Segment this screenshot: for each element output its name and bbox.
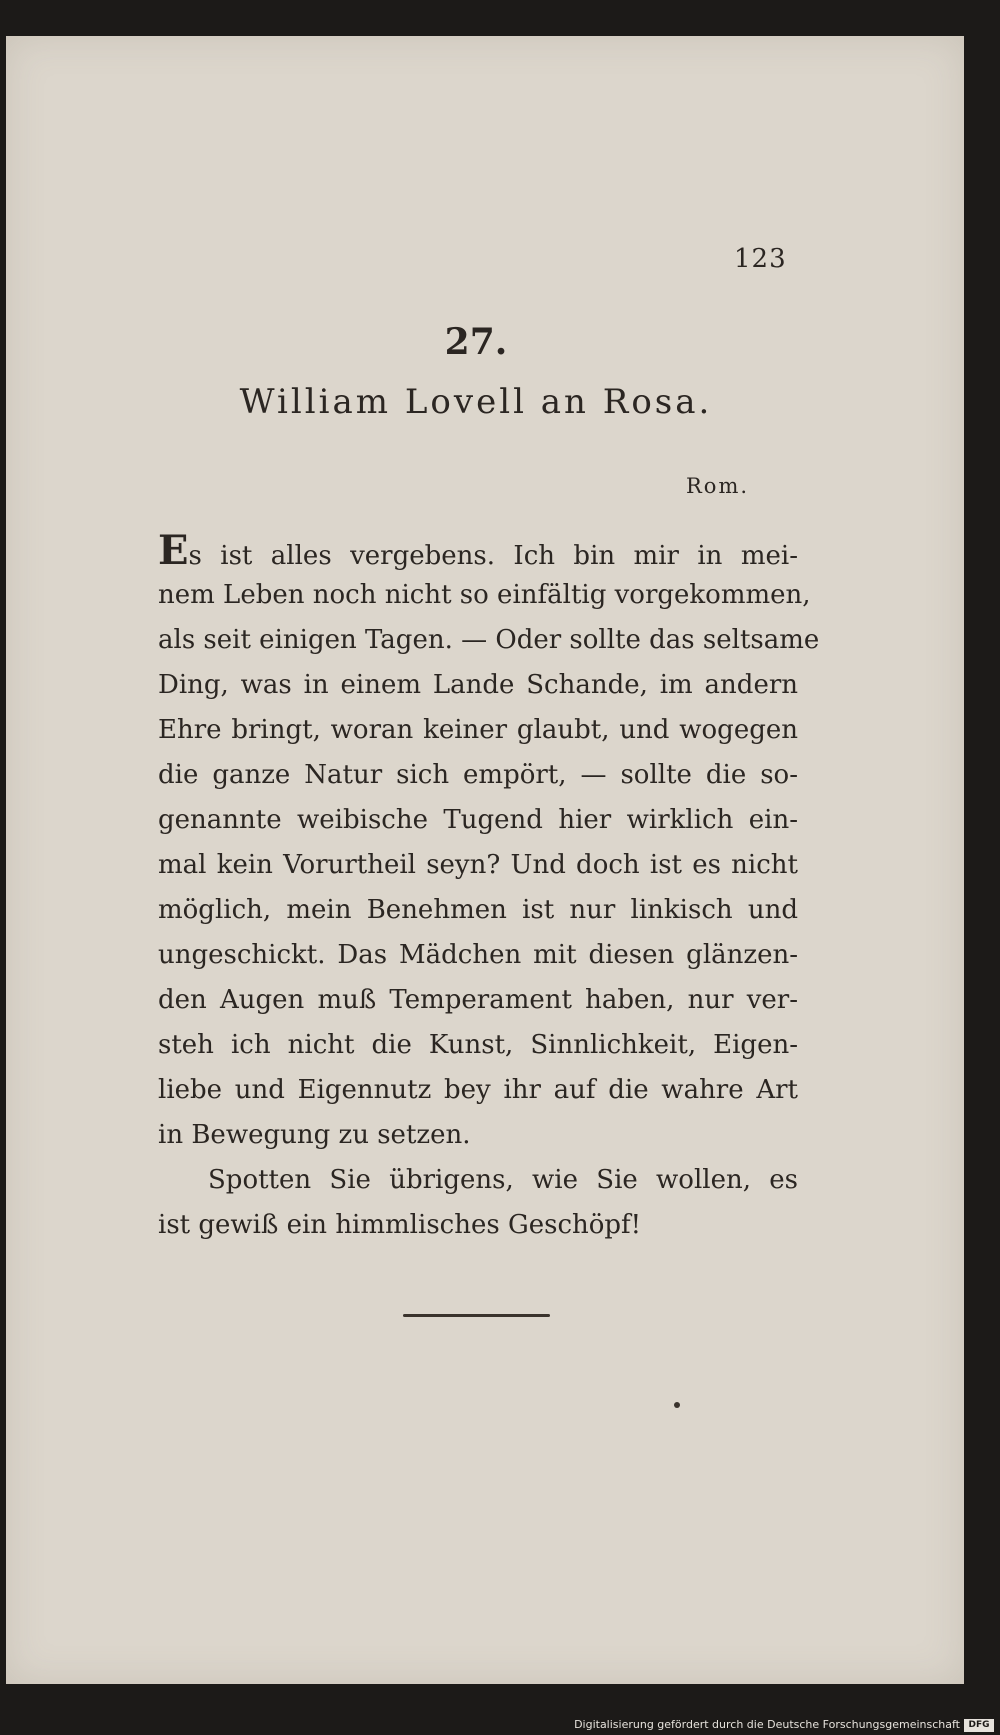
chapter-title: William Lovell an Rosa.	[239, 382, 713, 422]
closing-line: Spotten Sie übrigens, wie Sie wollen, es	[208, 1165, 798, 1195]
body-line: nem Leben noch nicht so einfältig vorgekommen,	[158, 580, 811, 610]
digitization-credit: Digitalisierung gefördert durch die Deutsche Forschungsgemeinschaft	[574, 1718, 960, 1731]
body-line: Ehre bringt, woran keiner glaubt, und wogegen	[158, 715, 798, 745]
body-line: liebe und Eigennutz bey ihr auf die wahre Art	[158, 1075, 798, 1105]
closing-line: ist gewiß ein himmlisches Geschöpf!	[158, 1210, 642, 1240]
body-line: Es ist alles vergebens. Ich bin mir in mei-	[158, 527, 798, 574]
drop-cap: E	[158, 527, 189, 574]
book-page	[6, 36, 964, 1684]
page-number: 123	[734, 244, 787, 274]
body-line: den Augen muß Temperament haben, nur ver-	[158, 985, 798, 1015]
section-divider	[403, 1314, 550, 1317]
body-line: ungeschickt. Das Mädchen mit diesen glänzen-	[158, 940, 798, 970]
body-line: steh ich nicht die Kunst, Sinnlichkeit, Eigen-	[158, 1030, 798, 1060]
dfg-logo-icon: DFG	[964, 1719, 994, 1732]
chapter-number: 27.	[444, 321, 508, 363]
body-line: möglich, mein Benehmen ist nur linkisch und	[158, 895, 798, 925]
body-line: genannte weibische Tugend hier wirklich ein-	[158, 805, 798, 835]
body-line: mal kein Vorurtheil seyn? Und doch ist es nicht	[158, 850, 798, 880]
body-line: in Bewegung zu setzen.	[158, 1120, 471, 1150]
body-line: die ganze Natur sich empört, — sollte die so-	[158, 760, 798, 790]
paper-speck	[674, 1402, 680, 1408]
letter-body	[158, 527, 820, 1248]
body-line: Ding, was in einem Lande Schande, im andern	[158, 670, 798, 700]
body-line: als seit einigen Tagen. — Oder sollte das seltsame	[158, 625, 820, 655]
letter-place: Rom.	[686, 474, 750, 498]
